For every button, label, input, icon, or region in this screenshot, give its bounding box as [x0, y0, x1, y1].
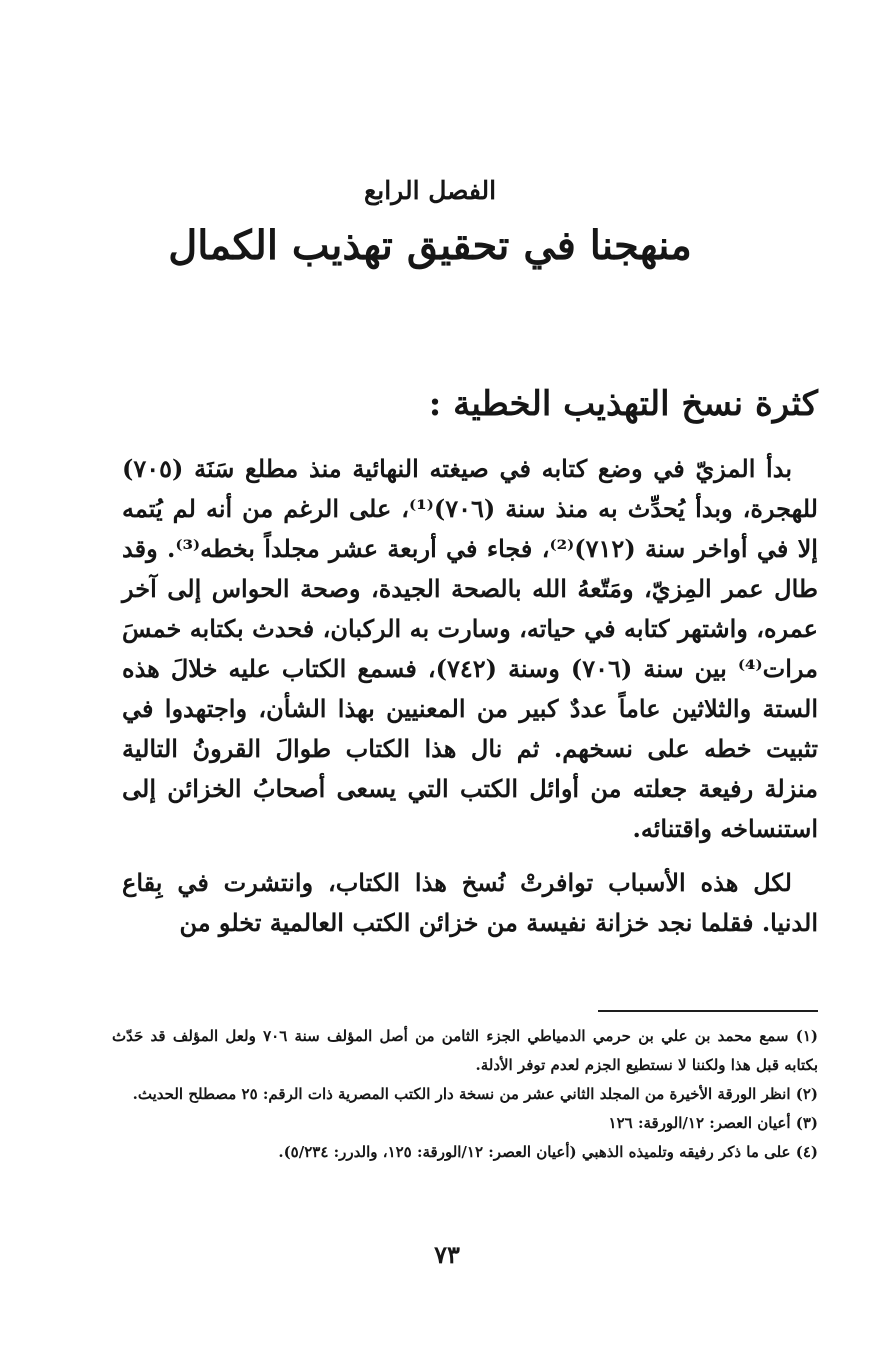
chapter-title: منهجنا في تحقيق تهذيب الكمال [168, 222, 692, 269]
footnote: (٢) انظر الورقة الأخيرة من المجلد الثاني عشر من نسخة دار الكتب المصرية ذات الرقم: ٢٥ مصطلح الحديث. [132, 1085, 818, 1103]
chapter-label: الفصل الرابع [363, 176, 497, 205]
body-text [122, 449, 818, 943]
page-number: ٧٣ [434, 1240, 460, 1269]
footnote: (٤) على ما ذكر رفيقه وتلميذه الذهبي (أعيان العصر: ١٢/الورقة: ١٢٥، والدرر: ٥/٢٣٤). [278, 1143, 818, 1161]
footnote: (١) سمع محمد بن علي بن حرمي الدمياطي الجزء الثامن من أصل المؤلف سنة ٧٠٦ ولعل المؤلف قد حَدّث بكتابه قبل هذا ولكننا لا نستطيع الجزم لعدم توفر الأدلة. [112, 1027, 818, 1074]
body-paragraph: بدأ المزيّ في وضع كتابه في صيغته النهائية منذ مطلع سَنَة (٧٠٥) للهجرة، وبدأ يُحدِّث به منذ سنة (٧٠٦)⁽¹⁾، على الرغم من أنه لم يُتمه إلا في أواخر سنة (٧١٢)⁽²⁾، فجاء في أربعة عشر مجلداً بخطه⁽³⁾. وقد طال عمر المِزيّ، ومَتّعهُ الله بالصحة الجيدة، وصحة الحواس إلى آخر عمره، واشتهر كتابه في حياته، وسارت به الركبان، فحدث بكتابه خمسَ مرات⁽⁴⁾ بين سنة (٧٠٦) وسنة (٧٤٢)، فسمع الكتاب عليه خلالَ هذه الستة والثلاثين عاماً عددٌ كبير من المعنيين بهذا الشأن، واجتهدوا في تثبيت خطه على نسخهم. ثم نال هذا الكتاب طوالَ القرونُ التالية منزلة رفيعة جعلته من أوائل الكتب التي يسعى أصحابُ الخزائن إلى استنساخه واقتنائه. [122, 454, 818, 843]
footnotes [112, 1022, 818, 1167]
footnote-separator [598, 1010, 818, 1012]
footnote: (٣) أعيان العصر: ١٢/الورقة: ١٢٦ [608, 1114, 818, 1132]
section-heading: كثرة نسخ التهذيب الخطية : [428, 384, 818, 424]
body-paragraph: لكل هذه الأسباب توافرتْ نُسخ هذا الكتاب، وانتشرت في بِقاع الدنيا. فقلما نجد خزانة نفيسة من خزائن الكتب العالمية تخلو من [122, 868, 818, 937]
